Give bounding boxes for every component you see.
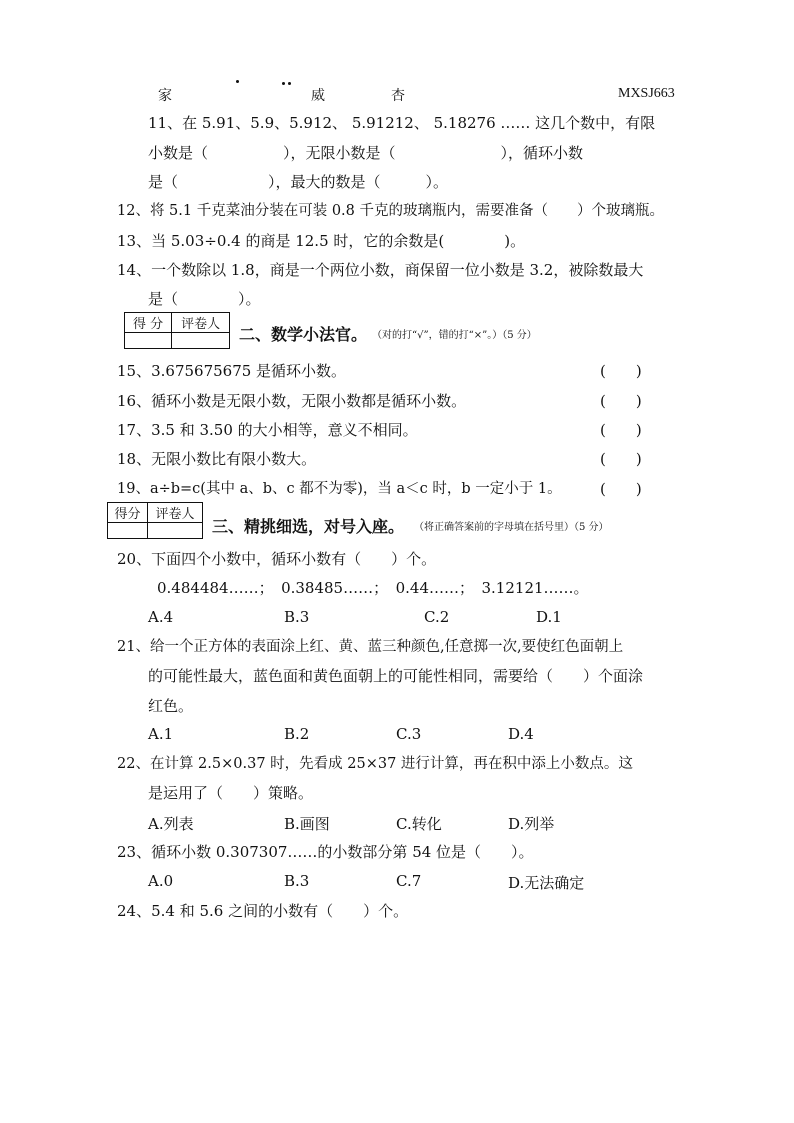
option-d[interactable]: D.列举: [508, 815, 555, 833]
header-char-1: 家: [158, 88, 172, 104]
q21-line2: 的可能性最大，蓝色面和黄色面朝上的可能性相同，需要给（ ）个面涂: [148, 667, 644, 685]
grader-cell[interactable]: [172, 333, 230, 349]
score-label: 得 分: [125, 313, 172, 333]
q20-numbers: 0.484484……； 0.38485……； 0.44……； 3.12121……。: [157, 579, 589, 597]
q23-stem: 23、循环小数 0.307307……的小数部分第 54 位是（ ）。: [117, 843, 534, 861]
option-d[interactable]: D.4: [508, 725, 534, 743]
grader-label: 评卷人: [172, 313, 230, 333]
section2-note: （对的打“√”，错的打“×”。）（5 分）: [372, 330, 537, 341]
q11-line1: 11、在 5.91、5.9、5.912、 5.91212、 5.18276 …… 这几个数中，有限: [148, 114, 656, 132]
option-d[interactable]: D.1: [536, 608, 562, 626]
score-box: [124, 312, 230, 349]
section3-title: 三、精挑细选，对号入座。: [212, 517, 405, 536]
judge-item: 17、3.5 和 3.50 的大小相等，意义不相同。: [117, 421, 418, 439]
dot-mark: [288, 82, 291, 85]
option-c[interactable]: C.7: [396, 872, 422, 890]
q14-line1: 14、一个数除以 1.8，商是一个两位小数，商保留一位小数是 3.2，被除数最大: [117, 261, 644, 279]
q21-line1: 21、给一个正方体的表面涂上红、黄、蓝三种颜色,任意掷一次,要使红色面朝上: [117, 639, 624, 655]
header-char-2: 威: [311, 88, 325, 104]
answer-bracket[interactable]: ( ): [600, 392, 642, 410]
answer-bracket[interactable]: ( ): [600, 362, 642, 380]
option-c[interactable]: C.2: [424, 608, 450, 626]
q20-stem: 20、下面四个小数中，循环小数有（ ）个。: [117, 550, 437, 568]
q11-line2: 小数是（ ），无限小数是（ ），循环小数: [148, 144, 584, 162]
grader-cell[interactable]: [148, 523, 203, 539]
option-a[interactable]: A.列表: [148, 815, 194, 833]
doc-code: MXSJ663: [618, 86, 675, 101]
option-a[interactable]: A.1: [148, 725, 174, 743]
dot-mark: [236, 80, 239, 83]
q12: 12、将 5.1 千克菜油分装在可装 0.8 千克的玻璃瓶内，需要准备（ ）个玻璃瓶。: [117, 203, 665, 219]
answer-bracket[interactable]: ( ): [600, 421, 642, 439]
answer-bracket[interactable]: ( ): [600, 480, 642, 498]
dot-mark: [282, 82, 285, 85]
score-box: [107, 502, 203, 539]
judge-item: 19、a÷b=c(其中 a、b、c 都不为零)，当 a＜c 时，b 一定小于 1。: [117, 481, 562, 497]
q21-line3: 红色。: [148, 697, 194, 715]
option-b[interactable]: B.2: [284, 725, 310, 743]
q22-line2: 是运用了（ ）策略。: [148, 784, 314, 802]
q13: 13、当 5.03÷0.4 的商是 12.5 时，它的余数是( )。: [117, 232, 526, 250]
score-cell[interactable]: [108, 523, 148, 539]
header-char-3: 杏: [391, 88, 405, 104]
option-c[interactable]: C.3: [396, 725, 422, 743]
q11-line3: 是（ ），最大的数是（ ）。: [148, 173, 449, 191]
option-b[interactable]: B.3: [284, 608, 310, 626]
judge-item: 15、3.675675675 是循环小数。: [117, 362, 347, 380]
answer-bracket[interactable]: ( ): [600, 450, 642, 468]
q14-line2: 是（ ）。: [148, 290, 261, 308]
section2-title: 二、数学小法官。: [239, 325, 368, 344]
judge-item: 16、循环小数是无限小数，无限小数都是循环小数。: [117, 392, 467, 410]
option-b[interactable]: B.画图: [284, 815, 330, 833]
score-cell[interactable]: [125, 333, 172, 349]
judge-item: 18、无限小数比有限小数大。: [117, 450, 317, 468]
option-c[interactable]: C.转化: [396, 815, 442, 833]
q22-line1: 22、在计算 2.5×0.37 时，先看成 25×37 进行计算，再在积中添上小数点。这: [117, 756, 633, 772]
section3-note: （将正确答案前的字母填在括号里）（5 分）: [414, 522, 609, 533]
option-d[interactable]: D.无法确定: [508, 874, 585, 892]
score-label: 得分: [108, 503, 148, 523]
option-b[interactable]: B.3: [284, 872, 310, 890]
option-a[interactable]: A.0: [148, 872, 174, 890]
q24-stem: 24、5.4 和 5.6 之间的小数有（ ）个。: [117, 902, 409, 920]
option-a[interactable]: A.4: [148, 608, 174, 626]
grader-label: 评卷人: [148, 503, 203, 523]
